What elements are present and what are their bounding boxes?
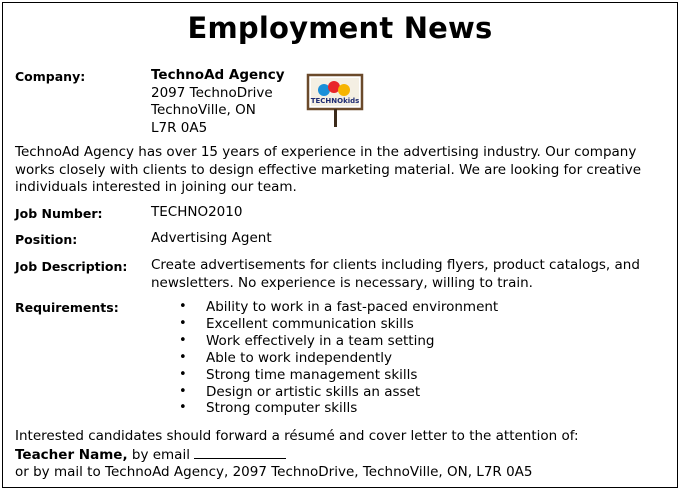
job-number-label: Job Number: <box>15 206 103 221</box>
logo-sign-post <box>334 109 337 127</box>
intro-paragraph: TechnoAd Agency has over 15 years of experience in the advertising industry. Our company works closely with clients to design effective marketing material. We are looking for creative individuals interested in joining our team. <box>15 144 642 195</box>
company-address-line3: L7R 0A5 <box>151 119 208 136</box>
requirements-list <box>179 299 498 417</box>
company-address-line1: 2097 TechnoDrive <box>151 84 273 101</box>
closing-paragraph <box>15 428 665 482</box>
page-title: Employment News <box>187 11 493 45</box>
list-item: • Excellent communication skills <box>179 316 498 333</box>
by-email-text: by email <box>127 446 195 463</box>
logo-text: TECHNOkids <box>310 97 360 105</box>
employment-news-document <box>2 2 678 488</box>
list-item: • Ability to work in a fast-paced environment <box>179 299 498 316</box>
requirements-label: Requirements: <box>15 300 119 315</box>
job-description-label: Job Description: <box>15 259 128 274</box>
company-logo <box>305 73 365 129</box>
job-description-value: Create advertisements for clients including flyers, product catalogs, and newsletters. No experience is necessary, willing to train. <box>151 257 640 291</box>
closing-line1: Interested candidates should forward a résumé and cover letter to the attention of: <box>15 428 579 444</box>
list-item: • Strong computer skills <box>179 400 498 417</box>
position-label: Position: <box>15 232 78 247</box>
list-item: • Able to work independently <box>179 350 498 367</box>
company-block <box>151 67 285 137</box>
position-value: Advertising Agent <box>151 230 272 246</box>
list-item: • Work effectively in a team setting <box>179 333 498 350</box>
closing-line3: or by mail to TechnoAd Agency, 2097 TechnoDrive, TechnoVille, ON, L7R 0A5 <box>15 464 533 480</box>
job-number-value: TECHNO2010 <box>151 204 243 220</box>
company-address-line2: TechnoVille, ON <box>151 102 256 118</box>
company-label: Company: <box>15 69 86 84</box>
logo-yellow-dot <box>338 84 350 96</box>
email-blank-line <box>194 446 286 459</box>
closing-line2 <box>15 446 665 465</box>
list-item: • Design or artistic skills an asset <box>179 384 498 401</box>
company-name: TechnoAd Agency <box>151 67 285 83</box>
list-item: • Strong time management skills <box>179 367 498 384</box>
teacher-name: Teacher Name, <box>15 446 128 463</box>
